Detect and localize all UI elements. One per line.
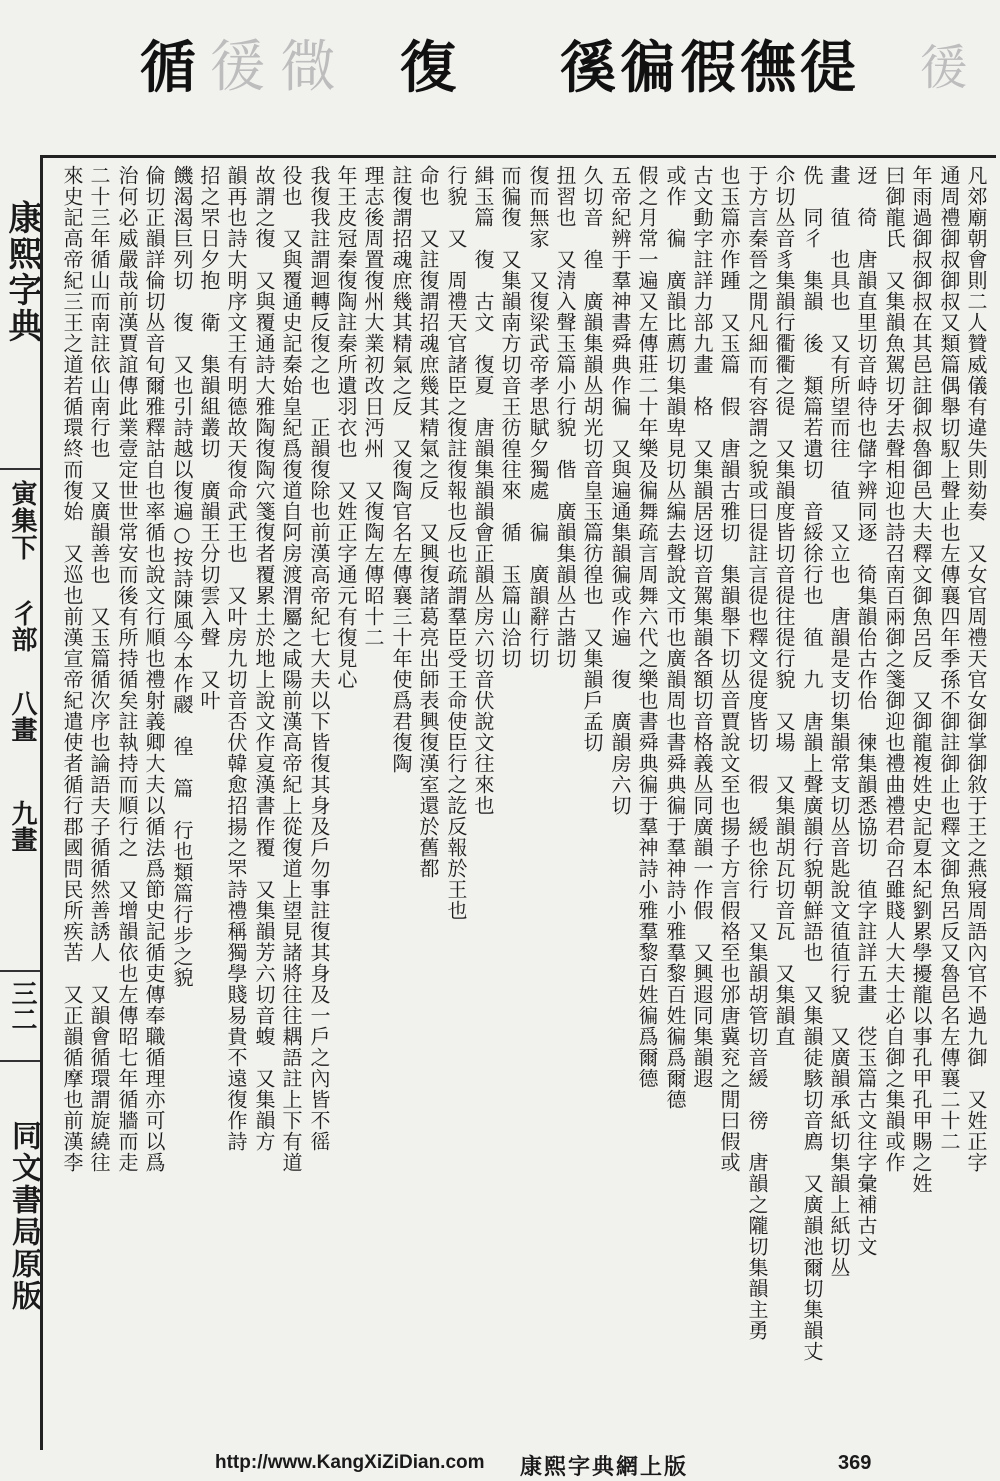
divider <box>0 970 40 972</box>
seal-char: 徥 <box>800 35 856 101</box>
text-columns <box>58 165 990 1440</box>
text-column: 畫 徝 也具也 又有所望而往 徝 又立也 唐韻是支切集韻常支切丛音匙說文徝徝行貌 又廣韻承紙切集韻上紙切丛 <box>827 165 851 1278</box>
text-column: 行貌 又 周禮天官諸臣之復註復報也反也疏謂羣臣受王命使臣行之訖反報於王也 <box>444 165 468 921</box>
footer-url[interactable]: http://www.KangXiZiDian.com <box>215 1452 485 1473</box>
footer <box>0 1450 1000 1480</box>
seal-char: 徧 <box>620 35 676 101</box>
text-column: 凡郊廟朝會則二人贊威儀有違失則劾奏 又女官周禮天官女御掌御敘于王之燕寢周語內官不過九御 又姓正字 <box>964 165 988 1173</box>
page-number: 三二 <box>7 980 37 1032</box>
seal-char-faint: 㣪 <box>920 40 969 96</box>
text-column: 也玉篇亦作踵 又玉篇 假 唐韻古雅切 集韻舉下切丛音賈說文至也揚子方言假袼至也邠唐冀兖之閒曰假或 <box>717 165 741 1173</box>
text-column: 倫切正韻詳倫切丛音旬爾雅釋詁自也率循也說文行順也禮射義卿大夫以循法爲節史記循吏傳奉職循理亦可以爲 <box>142 165 166 1173</box>
seal-char: 㣲 <box>280 35 336 100</box>
seal-script-band <box>120 18 920 118</box>
text-column: 我復我註謂迴轉反復之也 正韻復除也前漢高帝紀七大夫以下皆復其身及戶勿事註復其身及一戶之內皆不徭 <box>307 165 331 1152</box>
text-column: 于方言秦晉之閒凡細而有容謂之貌或曰徥註言徥也釋文徥度皆切 徦 緩也徐行 又集韻胡管切音緩 徬 唐韻之隴切集韻主勇 <box>745 165 769 1341</box>
text-column: 五帝紀辨于羣神書舜典作徧 又與遍通集韻徧或作遍 復 廣韻房六切 <box>608 165 632 816</box>
text-column: 註復謂招魂庶幾其精氣之反 又復陶官名左傳襄三十年使爲君復陶 <box>389 165 413 774</box>
text-column: 復而無家 又復梁武帝孝思賦夕獨處 徧 廣韻辭行切 <box>526 165 550 669</box>
text-column: 緝玉篇 復 古文 復夏 唐韻集韻韻會正韻丛房六切音伏說文往來也 <box>471 165 495 816</box>
publisher: 同文書局原版 <box>6 1120 41 1312</box>
text-column: 理志後周置復州大業初改日沔州 又復陶左傳昭十二 <box>361 165 385 648</box>
seal-char: 復 <box>400 35 456 101</box>
text-column: 尒切丛音豸集韻行衢衢之徥 又集韻度皆切音徥往徥行貌 又場 又集韻胡瓦切音瓦 又集韻直 <box>772 165 796 1047</box>
stroke-label: 八畫 <box>7 690 37 742</box>
seal-char: 㣪 <box>210 35 266 100</box>
text-column: 故謂之復 又與覆通詩大雅陶復陶穴箋復者覆累土於地上說文作㚆漢書作覆 又集韻芳六切音蝮 又集韻方 <box>252 165 276 1152</box>
text-column: 久切音 徨 廣韻集韻丛胡光切音皇玉篇彷徨也 又集韻戶孟切 <box>580 165 604 753</box>
text-column: 役也 又與覆通史記秦始皇紀爲復道自阿房渡渭屬之咸陽前漢高帝紀上從復道上望見諸將往往耦語註上下有道 <box>279 165 303 1173</box>
text-column: 古文動字註詳力部九畫 格 又集韻居迓切音駕集韻各額切音格義丛同廣韻一作假 又興遐同集韻遐 <box>690 165 714 1089</box>
footer-page-number: 369 <box>838 1452 872 1474</box>
text-column: 或作 徧 廣韻比薦切集韻卑見切丛編去聲說文帀也廣韻周也書舜典徧于羣神詩小雅羣黎百姓徧爲爾德 <box>663 165 687 1110</box>
text-column: 招之罘日夕抱 衛 集韻組叢切 廣韻王分切雲入聲 又叶 <box>197 165 221 711</box>
seal-char: 㣳 <box>740 35 796 101</box>
footer-title: 康熙字典網上版 <box>520 1454 689 1480</box>
divider <box>0 468 40 470</box>
text-column: 曰御龍氏 又集韻魚駕切牙去聲相迎也詩召南百兩御之箋御迎也禮曲禮君命召雖賤人大夫士必自御之集韻或作 <box>882 165 906 1173</box>
text-column: 來史記高帝紀三王之道若循環終而復始 又巡也前漢宣帝紀遣使者循行郡國問民所疾苦 又正韻循摩也前漢李 <box>60 165 84 1173</box>
text-column: 治何必威嚴哉前漢賈誼傳此業壹定世世常安而後有所持循矣註執持而順行之 又增韻依也左傳昭七年循牆而走 <box>115 165 139 1173</box>
text-column: 而徧復 又集韻南方切音王彷徨往來 循 玉篇山洽切 <box>498 165 522 669</box>
stroke-label: 九畫 <box>7 800 37 852</box>
text-column: 迓 徛 唐韻直里切音峙待也儲字辨同逐 徛集韻佁古作佁 徚集韻悉協切 徝字註詳五畫 徔玉篇古文往字彙補古文 <box>854 165 878 1257</box>
seal-char: 徦 <box>680 35 736 101</box>
text-column: 命也 又註復謂招魂庶幾其精氣之反 又興復諸葛亮出師表興復漢室還於舊都 <box>416 165 440 879</box>
text-column: 韻再也詩大明序文王有明德故天復命武王也 又叶房九切音否伏韓愈招揚之罘詩禮稱獨學賤易貴不遠復作詩 <box>224 165 248 1152</box>
text-column: 假之月常一遍又左傳莊二十年樂及徧舞疏言周舞六代之樂也書舜典徧于羣神詩小雅羣黎百姓徧爲爾德 <box>635 165 659 1089</box>
book-title: 康熙字典 <box>2 200 42 344</box>
volume-label: 寅集下 <box>7 480 37 561</box>
seal-char: 徯 <box>560 35 616 101</box>
text-column: 通周禮御叔御叔又類篇偶舉切馭上聲止也左傳襄四年季孫不御註御止也釋文御魚呂反又魯邑名左傳襄二十二 <box>937 165 961 1152</box>
text-column: 扭習也 又清入聲玉篇小行貌 偕 廣韻集韻丛古諧切 <box>553 165 577 669</box>
radical-label: 彳部 <box>7 600 37 652</box>
text-column: 饑渴渴巨列切 復 又也引詩越以復遍○按詩陳風今本作鬷 徨 篇 行也類篇行步之貌 <box>170 165 194 988</box>
seal-char: 循 <box>140 35 196 101</box>
text-column: 年王皮冠秦復陶註秦所遺羽衣也 又姓正字通元有復見心 <box>334 165 358 690</box>
text-column: 二十三年循山而南註依山南行也 又廣韻善也 又玉篇循次序也論語夫子循循然善誘人 又韻會循環謂旋繞往 <box>87 165 111 1173</box>
text-column: 侁 同彳 集韻 後 類篇若遺切 音綏徐行也 徝 九 唐韻上聲廣韻行貌朝鮮語也 又集韻徒駭切音廌 又廣韻池爾切集韻丈 <box>800 165 824 1362</box>
text-column: 年雨過御叔御叔在其邑註御叔魯御邑大夫釋文御魚呂反 又御龍複姓史記夏本紀劉累學擾龍以事孔甲孔甲賜之姓 <box>909 165 933 1194</box>
divider <box>0 1060 40 1062</box>
